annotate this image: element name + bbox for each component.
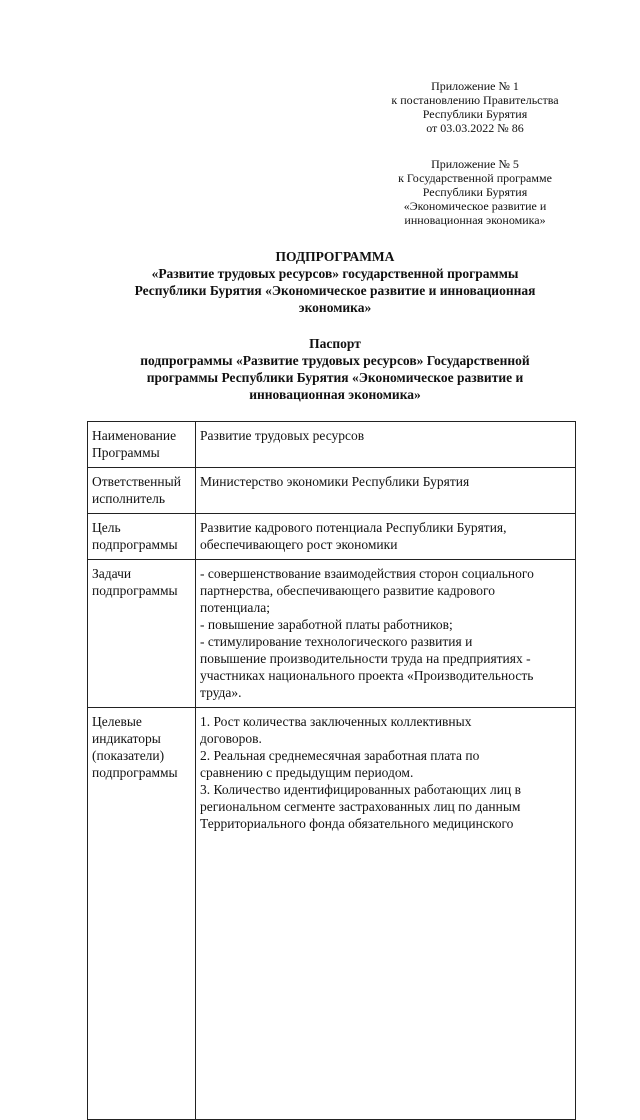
title-line: инновационная экономика» bbox=[249, 387, 421, 402]
label-line: подпрограммы bbox=[92, 583, 178, 598]
value-line: договоров. bbox=[200, 731, 262, 746]
value-line: - повышение заработной платы работников; bbox=[200, 617, 453, 632]
passport-value-cell bbox=[196, 708, 576, 1120]
value-line: повышение производительности труда на предприятиях - bbox=[200, 651, 531, 666]
passport-row bbox=[88, 708, 576, 1120]
value-line: Развитие трудовых ресурсов bbox=[200, 428, 365, 443]
appendix-1-header bbox=[350, 79, 600, 135]
label-line: подпрограммы bbox=[92, 765, 178, 780]
value-line: Министерство экономики Республики Бурятия bbox=[200, 474, 470, 489]
value-line: 2. Реальная среднемесячная заработная плата по bbox=[200, 748, 480, 763]
value-line: - совершенствование взаимодействия сторон социального bbox=[200, 566, 534, 581]
value-line: потенциала; bbox=[200, 600, 270, 615]
passport-label-cell bbox=[88, 514, 196, 560]
title-line: ПОДПРОГРАММА bbox=[275, 249, 395, 264]
title-line: экономика» bbox=[298, 300, 372, 315]
appendix-line: к Государственной программе bbox=[398, 171, 552, 185]
title-line: программы Республики Бурятия «Экономическое развитие и bbox=[146, 370, 524, 385]
title-line: Паспорт bbox=[309, 336, 361, 351]
value-line: 1. Рост количества заключенных коллективных bbox=[200, 714, 472, 729]
appendix-line: инновационная экономика» bbox=[404, 213, 546, 227]
subprogram-title bbox=[80, 248, 590, 316]
passport-value-cell bbox=[196, 422, 576, 468]
passport-value-cell bbox=[196, 560, 576, 708]
value-line: 3. Количество идентифицированных работающих лиц в bbox=[200, 782, 521, 797]
label-line: (показатели) bbox=[92, 748, 165, 763]
value-line: региональном сегменте застрахованных лиц по данным bbox=[200, 799, 521, 814]
value-line: Территориального фонда обязательного медицинского bbox=[200, 816, 514, 831]
appendix-line: Приложение № 1 bbox=[431, 79, 519, 93]
appendix-line: Республики Бурятия bbox=[422, 185, 528, 199]
title-line: «Развитие трудовых ресурсов» государственной программы bbox=[151, 266, 519, 281]
value-line: Развитие кадрового потенциала Республики Бурятия, bbox=[200, 520, 507, 535]
title-line: подпрограммы «Развитие трудовых ресурсов» Государственной bbox=[140, 353, 530, 368]
passport-label-cell bbox=[88, 468, 196, 514]
label-line: индикаторы bbox=[92, 731, 161, 746]
appendix-5-header bbox=[350, 157, 600, 227]
value-line: участниках национального проекта «Производительность bbox=[200, 668, 534, 683]
passport-row bbox=[88, 514, 576, 560]
passport-row bbox=[88, 422, 576, 468]
passport-value-cell bbox=[196, 514, 576, 560]
label-line: Задачи bbox=[92, 566, 132, 581]
passport-row bbox=[88, 468, 576, 514]
value-line: - стимулирование технологического развития и bbox=[200, 634, 473, 649]
appendix-line: «Экономическое развитие и bbox=[403, 199, 547, 213]
passport-table bbox=[87, 421, 576, 1120]
value-line: обеспечивающего рост экономики bbox=[200, 537, 398, 552]
passport-row bbox=[88, 560, 576, 708]
appendix-line: к постановлению Правительства bbox=[391, 93, 559, 107]
label-line: Программы bbox=[92, 445, 160, 460]
label-line: Ответственный bbox=[92, 474, 181, 489]
passport-label-cell bbox=[88, 422, 196, 468]
label-line: исполнитель bbox=[92, 491, 165, 506]
label-line: Наименование bbox=[92, 428, 177, 443]
passport-label-cell bbox=[88, 708, 196, 1120]
value-line: партнерства, обеспечивающего развитие кадрового bbox=[200, 583, 495, 598]
appendix-line: Республики Бурятия bbox=[422, 107, 528, 121]
title-line: Республики Бурятия «Экономическое развитие и инновационная bbox=[134, 283, 536, 298]
label-line: Цель bbox=[92, 520, 121, 535]
label-line: подпрограммы bbox=[92, 537, 178, 552]
passport-title bbox=[80, 335, 590, 403]
value-line: сравнению с предыдущим периодом. bbox=[200, 765, 414, 780]
label-line: Целевые bbox=[92, 714, 142, 729]
passport-value-cell bbox=[196, 468, 576, 514]
passport-label-cell bbox=[88, 560, 196, 708]
passport-table-body bbox=[88, 422, 576, 1120]
appendix-line: от 03.03.2022 № 86 bbox=[426, 121, 524, 135]
appendix-line: Приложение № 5 bbox=[431, 157, 519, 171]
value-line: труда». bbox=[200, 685, 242, 700]
